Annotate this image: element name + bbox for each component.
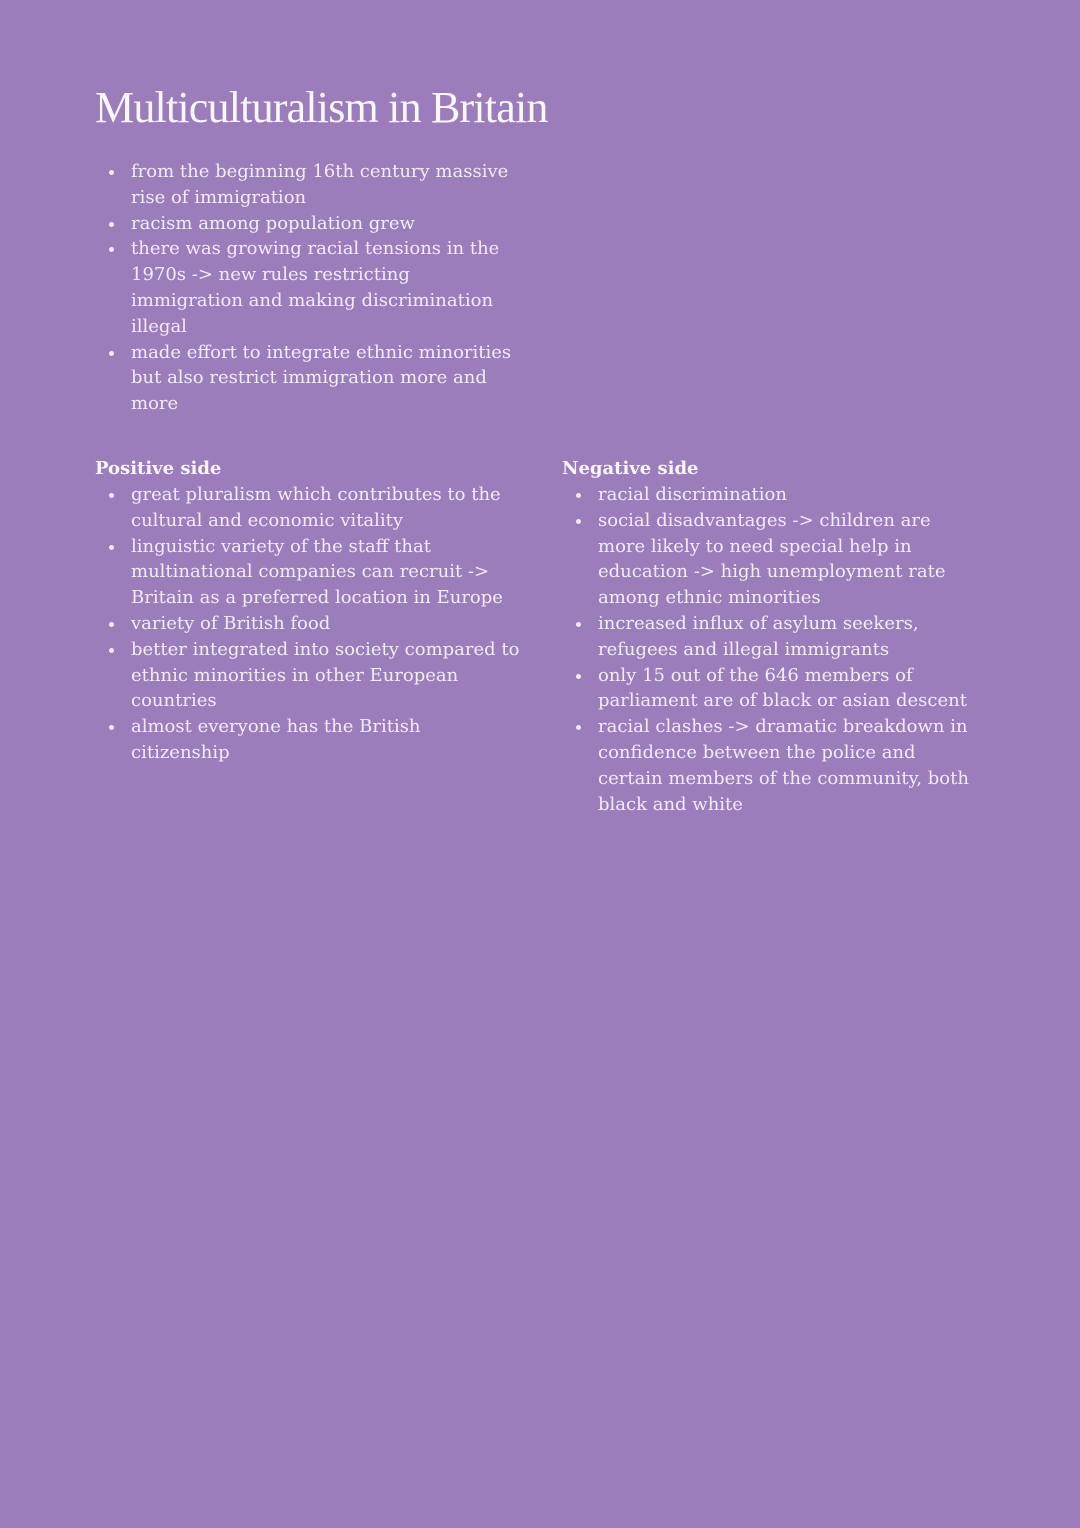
intro-point: made effort to integrate ethnic minorities but also restrict immigration more and more [95, 340, 515, 417]
positive-section [95, 456, 520, 766]
intro-point: there was growing racial tensions in the 1970s -> new rules restricting immigration and making discrimination illegal [95, 236, 515, 339]
positive-point: almost everyone has the British citizenship [95, 714, 520, 766]
positive-point: better integrated into society compared to ethnic minorities in other European countries [95, 637, 520, 714]
positive-list [95, 482, 520, 766]
negative-list [562, 482, 982, 817]
positive-point: variety of British food [95, 611, 520, 637]
negative-point: increased influx of asylum seekers, refugees and illegal immigrants [562, 611, 982, 663]
intro-point: from the beginning 16th century massive rise of immigration [95, 159, 515, 211]
negative-section [562, 456, 982, 817]
intro-point: racism among population grew [95, 211, 515, 237]
positive-point: linguistic variety of the staff that multinational companies can recruit -> Britain as a preferred location in Europe [95, 534, 520, 611]
negative-point: social disadvantages -> children are more likely to need special help in education -> high unemployment rate among ethnic minorities [562, 508, 982, 611]
positive-point: great pluralism which contributes to the cultural and economic vitality [95, 482, 520, 534]
intro-list [95, 159, 515, 417]
negative-heading: Negative side [562, 458, 699, 479]
negative-point: racial discrimination [562, 482, 982, 508]
page-title: Multiculturalism in Britain [95, 83, 548, 132]
negative-point: racial clashes -> dramatic breakdown in confidence between the police and certain members of the community, both black and white [562, 714, 982, 817]
negative-point: only 15 out of the 646 members of parliament are of black or asian descent [562, 663, 982, 715]
positive-heading: Positive side [95, 458, 222, 479]
